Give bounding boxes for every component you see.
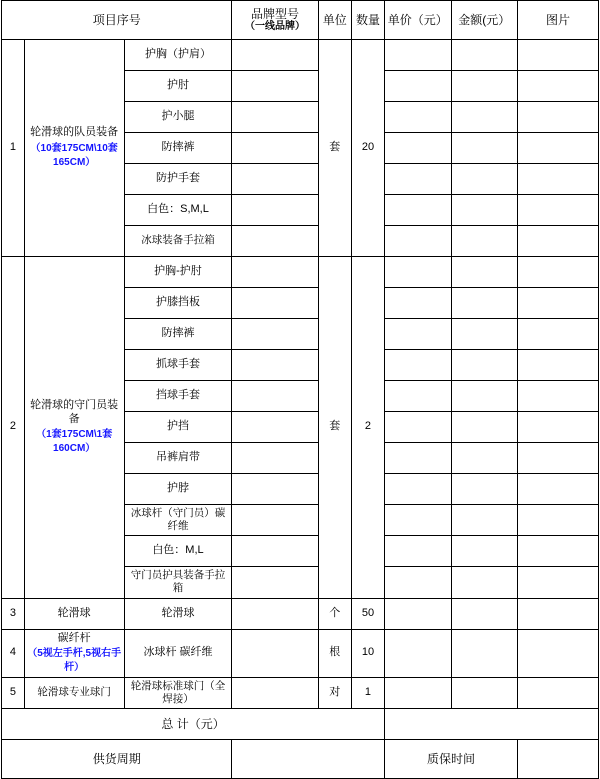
picture-cell[interactable] [517,226,598,257]
amount-cell[interactable] [451,381,517,412]
item-name: 护膝挡板 [124,288,232,319]
price-cell[interactable] [385,505,451,536]
price-cell[interactable] [385,164,451,195]
header-unit: 单位 [318,1,351,40]
amount-cell[interactable] [451,288,517,319]
price-cell[interactable] [385,677,451,708]
amount-cell[interactable] [451,226,517,257]
group-category-name: 轮滑球的守门员装备 [30,398,119,425]
row-category-name: 碳纤杆 [57,631,91,644]
brand-cell[interactable] [232,567,318,598]
price-cell[interactable] [385,40,451,71]
picture-cell[interactable] [517,474,598,505]
unit-cell: 套 [318,257,351,599]
brand-cell[interactable] [232,677,318,708]
item-name: 护小腿 [124,102,232,133]
picture-cell[interactable] [517,629,598,677]
amount-cell[interactable] [451,195,517,226]
picture-cell[interactable] [517,536,598,567]
brand-cell[interactable] [232,443,318,474]
amount-cell[interactable] [451,350,517,381]
group-category [24,40,124,257]
item-name: 护脖 [124,474,232,505]
header-qty: 数量 [351,1,384,40]
total-value[interactable] [385,709,599,740]
item-name: 护胸（护肩） [124,40,232,71]
qty-cell: 50 [351,598,384,629]
amount-cell[interactable] [451,474,517,505]
price-cell[interactable] [385,381,451,412]
brand-cell[interactable] [232,505,318,536]
brand-cell[interactable] [232,40,318,71]
price-cell[interactable] [385,288,451,319]
item-name: 冰球装备手拉箱 [124,226,232,257]
group-category-note: （1套175CM\1套160CM） [36,429,113,454]
equipment-table [1,0,599,779]
unit-cell: 套 [318,40,351,257]
brand-cell[interactable] [232,288,318,319]
price-cell[interactable] [385,412,451,443]
table-row [2,677,599,708]
price-cell[interactable] [385,226,451,257]
item-name: 冰球杆（守门员）碳纤维 [124,505,232,536]
picture-cell[interactable] [517,598,598,629]
brand-cell[interactable] [232,350,318,381]
picture-cell[interactable] [517,102,598,133]
picture-cell[interactable] [517,195,598,226]
amount-cell[interactable] [451,40,517,71]
row-category: 轮滑球 [24,598,124,629]
qty-cell: 2 [351,257,384,599]
qty-cell: 1 [351,677,384,708]
price-cell[interactable] [385,598,451,629]
brand-cell[interactable] [232,536,318,567]
picture-cell[interactable] [517,677,598,708]
warranty-value[interactable] [517,740,598,779]
brand-cell[interactable] [232,71,318,102]
supply-period-value[interactable] [232,740,385,779]
header-brand-main: 品牌型号 [251,6,300,21]
price-cell[interactable] [385,536,451,567]
qty-cell: 10 [351,629,384,677]
unit-cell: 个 [318,598,351,629]
brand-cell[interactable] [232,102,318,133]
amount-cell[interactable] [451,505,517,536]
price-cell[interactable] [385,195,451,226]
amount-cell[interactable] [451,412,517,443]
table-header-row [2,1,599,40]
price-cell[interactable] [385,71,451,102]
header-amount: 金额(元） [451,1,517,40]
amount-cell[interactable] [451,164,517,195]
header-brand-sub: （一线品牌） [245,21,306,33]
brand-cell[interactable] [232,412,318,443]
warranty-label: 质保时间 [385,740,518,779]
amount-cell[interactable] [451,443,517,474]
amount-cell[interactable] [451,536,517,567]
amount-cell[interactable] [451,629,517,677]
group-category-note: （10套175CM\10套165CM） [30,143,118,168]
picture-cell[interactable] [517,133,598,164]
price-cell[interactable] [385,443,451,474]
price-cell[interactable] [385,319,451,350]
brand-cell[interactable] [232,226,318,257]
amount-cell[interactable] [451,319,517,350]
row-index: 5 [2,677,25,708]
item-name: 白色：M,L [124,536,232,567]
picture-cell[interactable] [517,412,598,443]
item-name: 护挡 [124,412,232,443]
row-index: 1 [2,40,25,257]
picture-cell[interactable] [517,288,598,319]
row-index: 4 [2,629,25,677]
price-cell[interactable] [385,350,451,381]
picture-cell[interactable] [517,164,598,195]
qty-cell: 20 [351,40,384,257]
table-row [2,629,599,677]
price-cell[interactable] [385,102,451,133]
item-name: 护胸-护肘 [124,257,232,288]
total-row [2,709,599,740]
price-cell[interactable] [385,257,451,288]
amount-cell[interactable] [451,71,517,102]
brand-cell[interactable] [232,381,318,412]
group-category [24,257,124,599]
row-category-note: （5视左手杆,5视右手杆） [27,648,122,673]
item-name: 吊裤肩带 [124,443,232,474]
footer-row [2,740,599,779]
item-name: 冰球杆 碳纤维 [124,629,232,677]
row-index: 2 [2,257,25,599]
brand-cell[interactable] [232,195,318,226]
picture-cell[interactable] [517,319,598,350]
item-name: 挡球手套 [124,381,232,412]
unit-cell: 根 [318,629,351,677]
brand-cell[interactable] [232,164,318,195]
brand-cell[interactable] [232,257,318,288]
amount-cell[interactable] [451,133,517,164]
spec-sheet [1,0,599,779]
amount-cell[interactable] [451,257,517,288]
picture-cell[interactable] [517,257,598,288]
item-name: 抓球手套 [124,350,232,381]
picture-cell[interactable] [517,443,598,474]
price-cell[interactable] [385,629,451,677]
unit-cell: 对 [318,677,351,708]
picture-cell[interactable] [517,381,598,412]
brand-cell[interactable] [232,474,318,505]
amount-cell[interactable] [451,567,517,598]
picture-cell[interactable] [517,505,598,536]
amount-cell[interactable] [451,677,517,708]
header-price: 单价（元） [385,1,451,40]
picture-cell[interactable] [517,567,598,598]
item-name: 防摔裤 [124,133,232,164]
group-category-name: 轮滑球的队员装备 [30,126,119,139]
price-cell[interactable] [385,567,451,598]
item-name: 轮滑球 [124,598,232,629]
price-cell[interactable] [385,474,451,505]
table-row [2,40,599,71]
row-category: 轮滑球专业球门 [24,677,124,708]
amount-cell[interactable] [451,598,517,629]
supply-period-label: 供货周期 [2,740,232,779]
picture-cell[interactable] [517,71,598,102]
brand-cell[interactable] [232,319,318,350]
picture-cell[interactable] [517,350,598,381]
header-item-no: 项目序号 [2,1,232,40]
amount-cell[interactable] [451,102,517,133]
table-row [2,257,599,288]
total-label: 总 计（元） [2,709,385,740]
table-row [2,598,599,629]
header-brand [232,1,318,40]
price-cell[interactable] [385,133,451,164]
brand-cell[interactable] [232,629,318,677]
brand-cell[interactable] [232,133,318,164]
row-index: 3 [2,598,25,629]
row-category [24,629,124,677]
brand-cell[interactable] [232,598,318,629]
item-name: 防摔裤 [124,319,232,350]
item-name: 轮滑球标准球门（全焊接） [124,677,232,708]
header-picture: 图片 [517,1,598,40]
item-name: 护肘 [124,71,232,102]
item-name: 白色：S,M,L [124,195,232,226]
item-name: 防护手套 [124,164,232,195]
item-name: 守门员护具装备手拉箱 [124,567,232,598]
picture-cell[interactable] [517,40,598,71]
